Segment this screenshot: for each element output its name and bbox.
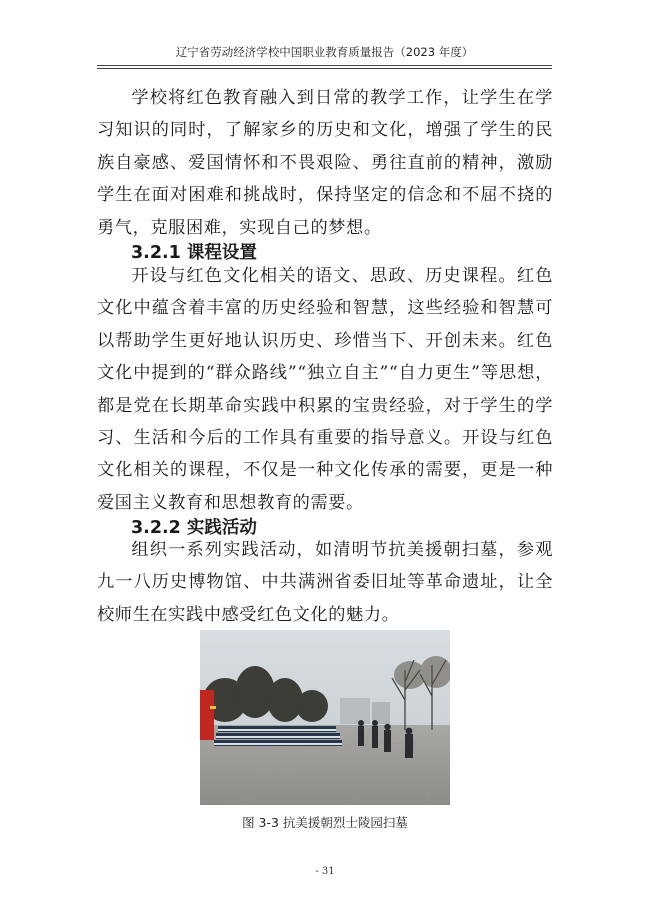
header-rule-thin [97, 68, 552, 69]
page-number: - 31 [315, 866, 335, 877]
practice-paragraph: 组织一系列实践活动，如清明节抗美援朝扫墓，参观九一八历史博物馆、中共满洲省委旧址等革命遗址，让全校师生在实践中感受红色文化的魅力。 [97, 540, 553, 625]
cemetery-visit-photo [200, 630, 450, 805]
figure-photo [200, 630, 450, 805]
report-header: 辽宁省劳动经济学校中国职业教育质量报告（2023 年度） [175, 45, 474, 59]
course-paragraph: 开设与红色文化相关的语文、思政、历史课程。红色文化中蕴含着丰富的历史经验和智慧，这些经验和智慧可以帮助学生更好地认识历史、珍惜当下、开创未来。红色文化中提到的“群众路线”“独立自主”“自力更生”等思想，都是党在长期革命实践中积累的宝贵经验，对于学生的学习、生活和今后的工作具有重要的指导意义。开设与红色文化相关的课程，不仅是一种文化传承的需要，更是一种爱国主义教育和思想教育的需要。 [97, 266, 553, 513]
intro-paragraph: 学校将红色教育融入到日常的教学工作，让学生在学习知识的同时，了解家乡的历史和文化，增强了学生的民族自豪感、爱国情怀和不畏艰险、勇往直前的精神，激励学生在面对困难和挑战时，保持坚定的信念和不屈不挠的勇气，克服困难，实现自己的梦想。 [97, 88, 553, 238]
header-rule-thick [97, 65, 552, 66]
section-heading-course: 3.2.1 课程设置 [131, 243, 257, 263]
figure-caption: 图 3-3 抗美援朝烈士陵园扫墓 [242, 815, 408, 830]
section-heading-practice: 3.2.2 实践活动 [131, 518, 257, 538]
